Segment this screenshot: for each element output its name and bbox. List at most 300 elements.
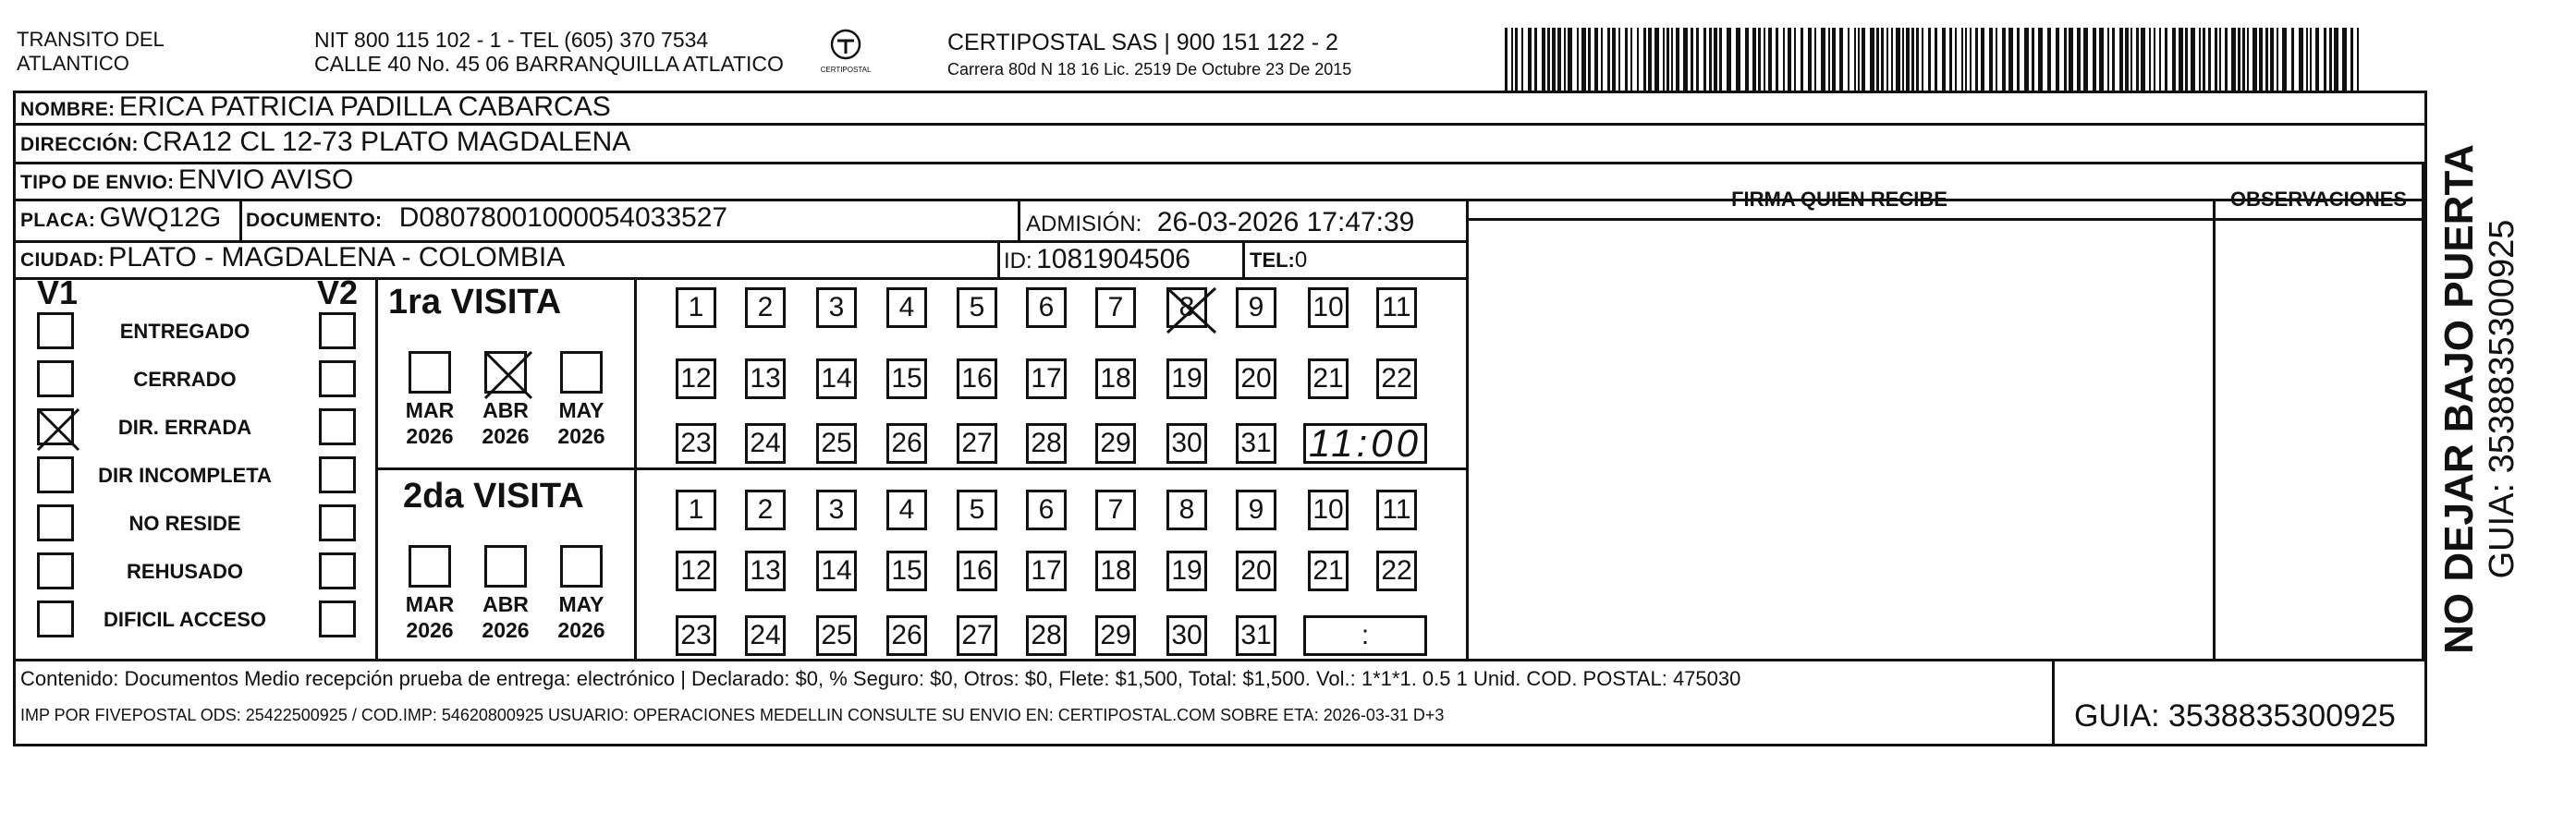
day-box[interactable]	[745, 615, 786, 656]
barcode-bar	[1928, 28, 1931, 91]
nit-line: NIT 800 115 102 - 1 - TEL (605) 370 7534	[314, 28, 709, 52]
tel-field	[1250, 248, 1307, 273]
day-box[interactable]	[1308, 287, 1349, 328]
barcode-bar	[2069, 28, 2073, 91]
id-label: ID:	[1004, 249, 1032, 273]
barcode-bar	[2306, 28, 2308, 91]
barcode-bar	[1758, 28, 1761, 91]
day-box[interactable]	[816, 490, 857, 530]
day-number: 11	[1382, 494, 1411, 525]
barcode-bar	[1534, 28, 1537, 91]
barcode-bar	[1965, 28, 1967, 91]
issuer-line-1: TRANSITO DEL	[17, 28, 165, 51]
admision-field	[1026, 207, 1414, 238]
day-box[interactable]	[1376, 490, 1417, 530]
day-box[interactable]	[957, 358, 997, 399]
barcode-bar	[2277, 28, 2278, 91]
barcode-bar	[2185, 28, 2188, 91]
day-box[interactable]	[886, 358, 927, 399]
barcode-bar	[2038, 28, 2043, 91]
barcode-bar	[2350, 28, 2353, 91]
day-number: 30	[1171, 428, 1203, 458]
day-number: 7	[1107, 494, 1124, 525]
month-year: 2026	[557, 618, 605, 642]
barcode-bar	[1557, 28, 1561, 91]
placa-field	[20, 202, 221, 234]
day-number: 11	[1382, 292, 1411, 322]
barcode-bar	[1663, 28, 1665, 91]
x-mark-icon	[1166, 286, 1217, 334]
day-number: 22	[1381, 555, 1412, 586]
day-box[interactable]	[1026, 358, 1067, 399]
day-number: 6	[1038, 494, 1055, 525]
day-box[interactable]	[1236, 615, 1276, 656]
day-number: 25	[821, 620, 852, 650]
day-box[interactable]	[886, 551, 927, 591]
day-number: 19	[1171, 555, 1203, 586]
day-number: 27	[961, 620, 993, 650]
day-number: 9	[1248, 494, 1264, 525]
barcode-bar	[2199, 28, 2201, 91]
courier-line-2: Carrera 80d N 18 16 Lic. 2519 De Octubre 23 De 2015	[947, 60, 1352, 79]
barcode-bar	[1876, 28, 1879, 91]
day-number: 25	[821, 428, 852, 458]
time-box[interactable]	[1303, 423, 1427, 464]
month-checkbox[interactable]	[560, 351, 603, 394]
barcode-bar	[1528, 28, 1532, 91]
barcode-bar	[1648, 28, 1652, 91]
day-number: 21	[1312, 363, 1344, 394]
day-box[interactable]	[1166, 423, 1207, 464]
day-number: 2	[757, 494, 774, 525]
month-label	[549, 397, 614, 449]
day-number: 13	[750, 363, 781, 394]
day-box[interactable]	[957, 490, 997, 530]
barcode-bar	[1521, 28, 1523, 91]
day-box[interactable]	[1095, 490, 1136, 530]
barcode-bar	[2083, 28, 2088, 91]
day-number: 12	[680, 363, 712, 394]
day-number: 27	[961, 428, 993, 458]
day-box[interactable]	[1026, 490, 1067, 530]
day-number: 18	[1100, 555, 1131, 586]
v1-header: V1	[37, 273, 79, 311]
day-box[interactable]	[957, 423, 997, 464]
x-mark-icon	[483, 350, 533, 400]
day-box[interactable]	[1166, 358, 1207, 399]
day-box[interactable]	[1095, 551, 1136, 591]
day-number: 23	[680, 428, 712, 458]
barcode-bar	[2024, 28, 2029, 91]
day-box[interactable]	[1236, 490, 1276, 530]
day-box[interactable]	[1236, 358, 1276, 399]
barcode-bar	[2282, 28, 2287, 91]
month-year: 2026	[406, 424, 454, 448]
barcode-bar	[1637, 28, 1639, 91]
issuer-line-2: ATLANTICO	[17, 52, 129, 75]
barcode-bar	[1618, 28, 1620, 91]
status-label: DIR INCOMPLETA	[98, 464, 272, 487]
tipo-envio-row	[20, 164, 353, 196]
barcode-bar	[2247, 28, 2249, 91]
barcode-bar	[1612, 28, 1616, 91]
tel-label: TEL:	[1250, 249, 1295, 272]
month-checkbox[interactable]	[484, 545, 527, 588]
day-box[interactable]	[1236, 551, 1276, 591]
barcode-bar	[2008, 28, 2013, 91]
day-box[interactable]	[1236, 287, 1276, 328]
day-box[interactable]	[676, 287, 716, 328]
day-number: 1	[688, 494, 704, 525]
address-line: CALLE 40 No. 45 06 BARRANQUILLA ATLATICO	[314, 52, 784, 76]
month-year: 2026	[557, 424, 605, 448]
barcode-bar	[1581, 28, 1586, 91]
barcode-bar	[2077, 28, 2081, 91]
barcode-bar	[1891, 28, 1893, 91]
day-box[interactable]	[1308, 490, 1349, 530]
day-number: 21	[1312, 555, 1344, 586]
day-box[interactable]	[1376, 358, 1417, 399]
ciudad-field	[20, 242, 565, 273]
barcode-bar	[1839, 28, 1843, 91]
day-box[interactable]	[1095, 615, 1136, 656]
day-number: 10	[1312, 292, 1344, 322]
day-box[interactable]	[816, 551, 857, 591]
time-value: :	[1361, 620, 1370, 650]
barcode-graphic	[1505, 28, 2366, 91]
ciudad-value: PLATO - MAGDALENA - COLOMBIA	[108, 242, 566, 273]
day-number: 9	[1248, 292, 1264, 322]
day-box[interactable]	[676, 423, 716, 464]
day-number: 5	[969, 292, 985, 322]
barcode-bar	[1949, 28, 1952, 91]
month-checkbox[interactable]	[409, 351, 451, 394]
barcode-bar	[1981, 28, 1984, 91]
barcode-bar	[1752, 28, 1756, 91]
barcode-bar	[1922, 28, 1923, 91]
barcode-bar	[1577, 28, 1579, 91]
month-checkbox[interactable]	[484, 351, 527, 394]
barcode-bar	[2099, 28, 2104, 91]
barcode-bar	[1709, 28, 1712, 91]
barcode-bar	[2093, 28, 2096, 91]
barcode-bar	[2136, 28, 2139, 91]
side-guia: GUIA: 3538835300925	[2483, 219, 2521, 579]
day-number: 15	[891, 555, 922, 586]
day-number: 3	[828, 292, 845, 322]
day-box[interactable]	[745, 287, 786, 328]
barcode-bar	[1696, 28, 1699, 91]
barcode-bar	[1881, 28, 1884, 91]
barcode-bar	[1862, 28, 1865, 91]
day-box[interactable]	[1166, 287, 1207, 328]
day-box[interactable]	[957, 551, 997, 591]
month-checkbox[interactable]	[409, 545, 451, 588]
barcode-bar	[2357, 28, 2359, 91]
day-box[interactable]	[1308, 551, 1349, 591]
barcode-bar	[2119, 28, 2123, 91]
tipo-envio-value: ENVIO AVISO	[177, 164, 354, 195]
barcode-bar	[2125, 28, 2129, 91]
day-box[interactable]	[816, 358, 857, 399]
day-box[interactable]	[1026, 551, 1067, 591]
month-checkbox[interactable]	[560, 545, 603, 588]
day-box[interactable]	[745, 358, 786, 399]
barcode-bar	[1601, 28, 1603, 91]
barcode-bar	[1955, 28, 1957, 91]
status-label: REHUSADO	[127, 560, 243, 583]
barcode-bar	[1511, 28, 1513, 91]
barcode-bar	[2252, 28, 2257, 91]
month-year: 2026	[482, 424, 530, 448]
month-name: MAY	[558, 592, 604, 616]
month-year: 2026	[482, 618, 530, 642]
day-number: 8	[1178, 292, 1195, 322]
barcode-bar	[1727, 28, 1731, 91]
day-box[interactable]	[1166, 551, 1207, 591]
day-box[interactable]	[676, 551, 716, 591]
barcode-bar	[1736, 28, 1740, 91]
barcode-bar	[1942, 28, 1946, 91]
barcode-bar	[2291, 28, 2294, 91]
day-box[interactable]	[957, 287, 997, 328]
barcode-bar	[1794, 28, 1796, 91]
status-label: NO RESIDE	[128, 512, 241, 535]
barcode-bar	[2219, 28, 2221, 91]
day-box[interactable]	[745, 490, 786, 530]
day-number: 29	[1100, 428, 1131, 458]
barcode-bar	[1666, 28, 1669, 91]
barcode-bar	[2112, 28, 2115, 91]
barcode-bar	[1808, 28, 1812, 91]
day-number: 1	[688, 292, 704, 322]
day-box[interactable]	[886, 423, 927, 464]
day-box[interactable]	[1095, 423, 1136, 464]
day-box[interactable]	[1026, 615, 1067, 656]
day-number: 16	[961, 363, 993, 394]
day-number: 24	[750, 428, 781, 458]
barcode-bar	[2215, 28, 2217, 91]
day-number: 26	[891, 428, 922, 458]
barcode-bar	[1564, 28, 1566, 91]
time-value: 11:00	[1309, 421, 1422, 465]
day-box[interactable]	[886, 287, 927, 328]
barcode-bar	[2141, 28, 2145, 91]
barcode-bar	[1801, 28, 1803, 91]
barcode-bar	[1783, 28, 1785, 91]
barcode-bar	[2334, 28, 2338, 91]
barcode-bar	[1719, 28, 1722, 91]
placa-label: PLACA:	[20, 210, 96, 231]
day-number: 13	[750, 555, 781, 586]
day-box[interactable]	[676, 490, 716, 530]
barcode-bar	[1691, 28, 1693, 91]
barcode-bar	[1906, 28, 1910, 91]
barcode-bar	[2154, 28, 2155, 91]
barcode-bar	[2242, 28, 2245, 91]
barcode-bar	[2056, 28, 2059, 91]
day-box[interactable]	[1376, 287, 1417, 328]
month-label	[397, 397, 462, 449]
barcode-bar	[1643, 28, 1646, 91]
id-value: 1081904506	[1036, 244, 1190, 274]
barcode-bar	[1683, 28, 1688, 91]
day-box[interactable]	[1308, 358, 1349, 399]
barcode-bar	[1848, 28, 1850, 91]
documento-value: D08078001000054033527	[398, 202, 728, 233]
day-box[interactable]	[745, 423, 786, 464]
barcode-bar	[1961, 28, 1963, 91]
nombre-value: ERICA PATRICIA PADILLA CABARCAS	[118, 91, 611, 122]
barcode-bar	[1911, 28, 1914, 91]
barcode-bar	[2149, 28, 2151, 91]
certipostal-logo	[813, 28, 878, 74]
month-year: 2026	[406, 618, 454, 642]
barcode-bar	[2172, 28, 2176, 91]
barcode-bar	[1996, 28, 1997, 91]
month-label	[473, 591, 538, 643]
day-number: 14	[821, 363, 852, 394]
barcode-bar	[2265, 28, 2268, 91]
day-number: 4	[898, 292, 915, 322]
visit2-title: 2da VISITA	[403, 477, 584, 516]
barcode	[1505, 28, 2366, 91]
barcode-bar	[2208, 28, 2211, 91]
barcode-bar	[1625, 28, 1628, 91]
day-box[interactable]	[676, 358, 716, 399]
side-notice	[2427, 140, 2531, 658]
barcode-bar	[1671, 28, 1673, 91]
day-number: 24	[750, 620, 781, 650]
no-dejar-bajo-puerta: NO DEJAR BAJO PUERTA	[2436, 144, 2482, 654]
barcode-bar	[1935, 28, 1937, 91]
day-box[interactable]	[745, 551, 786, 591]
barcode-bar	[2329, 28, 2332, 91]
barcode-bar	[1832, 28, 1836, 91]
barcode-bar	[2324, 28, 2326, 91]
month-name: MAY	[558, 398, 604, 422]
barcode-bar	[2047, 28, 2051, 91]
v2-header: V2	[317, 273, 359, 311]
barcode-bar	[1594, 28, 1598, 91]
barcode-bar	[1768, 28, 1772, 91]
time-box[interactable]	[1303, 615, 1427, 656]
day-number: 14	[821, 555, 852, 586]
day-box[interactable]	[1026, 423, 1067, 464]
issuer-name	[17, 28, 165, 76]
day-box[interactable]	[1026, 287, 1067, 328]
day-box[interactable]	[816, 615, 857, 656]
barcode-bar	[2130, 28, 2132, 91]
barcode-bar	[2259, 28, 2263, 91]
day-box[interactable]	[1236, 423, 1276, 464]
day-number: 8	[1178, 494, 1195, 525]
day-number: 30	[1171, 620, 1203, 650]
barcode-bar	[1745, 28, 1749, 91]
month-name: ABR	[482, 398, 529, 422]
barcode-bar	[2270, 28, 2274, 91]
day-number: 31	[1240, 620, 1272, 650]
day-box[interactable]	[886, 490, 927, 530]
day-number: 2	[757, 292, 774, 322]
day-box[interactable]	[886, 615, 927, 656]
barcode-bar	[1607, 28, 1610, 91]
observations-area[interactable]	[2216, 221, 2419, 656]
direccion-row	[20, 127, 630, 158]
day-box[interactable]	[1166, 615, 1207, 656]
month-name: ABR	[482, 592, 529, 616]
admision-value: 26-03-2026 17:47:39	[1156, 207, 1415, 237]
barcode-bar	[1886, 28, 1888, 91]
barcode-bar	[1821, 28, 1825, 91]
day-number: 23	[680, 620, 712, 650]
barcode-bar	[1814, 28, 1816, 91]
barcode-bar	[1676, 28, 1679, 91]
barcode-bar	[2165, 28, 2167, 91]
barcode-bar	[1714, 28, 1717, 91]
barcode-bar	[1552, 28, 1556, 91]
day-number: 22	[1381, 363, 1412, 394]
day-box[interactable]	[1095, 287, 1136, 328]
barcode-bar	[2159, 28, 2161, 91]
barcode-bar	[1854, 28, 1856, 91]
month-label	[473, 397, 538, 449]
visit1-title: 1ra VISITA	[388, 283, 562, 322]
barcode-bar	[1902, 28, 1904, 91]
barcode-bar	[1703, 28, 1706, 91]
barcode-bar	[1588, 28, 1591, 91]
day-number: 20	[1240, 555, 1272, 586]
barcode-bar	[1788, 28, 1791, 91]
barcode-bar	[2342, 28, 2347, 91]
footer-content-line: Contenido: Documentos Medio recepción prueba de entrega: electrónico | Declarado: $0, % Seguro: $0, Otros: $0, Flete: $1,500, Total: $1,500. Vol.: 1*1*1. 0.5 1 Unid. COD. POSTAL: 475030	[20, 667, 1741, 690]
status-label: DIR. ERRADA	[117, 416, 252, 439]
barcode-bar	[2064, 28, 2067, 91]
day-number: 10	[1312, 494, 1344, 525]
barcode-bar	[2107, 28, 2109, 91]
direccion-value: CRA12 CL 12-73 PLATO MAGDALENA	[142, 127, 631, 157]
tel-value: 0	[1294, 248, 1308, 273]
day-box[interactable]	[1376, 551, 1417, 591]
logo-mark-icon	[829, 28, 862, 61]
barcode-bar	[1515, 28, 1518, 91]
barcode-bar	[1630, 28, 1632, 91]
day-box[interactable]	[1095, 358, 1136, 399]
courier-line-1: CERTIPOSTAL SAS | 900 151 122 - 2	[947, 30, 1338, 55]
signature-area[interactable]	[1469, 221, 2210, 656]
status-label: ENTREGADO	[119, 320, 250, 343]
barcode-bar	[1828, 28, 1830, 91]
barcode-bar	[2017, 28, 2020, 91]
barcode-bar	[1542, 28, 1545, 91]
nombre-label: NOMBRE:	[20, 99, 116, 120]
day-number: 15	[891, 363, 922, 394]
day-number: 12	[680, 555, 712, 586]
day-box[interactable]	[816, 287, 857, 328]
day-box[interactable]	[957, 615, 997, 656]
barcode-bar	[1916, 28, 1919, 91]
barcode-bar	[1654, 28, 1659, 91]
day-box[interactable]	[816, 423, 857, 464]
month-label	[549, 591, 614, 643]
barcode-bar	[1505, 28, 1508, 91]
day-box[interactable]	[676, 615, 716, 656]
ciudad-label: CIUDAD:	[20, 249, 104, 271]
day-box[interactable]	[1166, 490, 1207, 530]
barcode-bar	[1970, 28, 1972, 91]
barcode-bar	[2002, 28, 2006, 91]
documento-label: DOCUMENTO:	[246, 210, 383, 231]
